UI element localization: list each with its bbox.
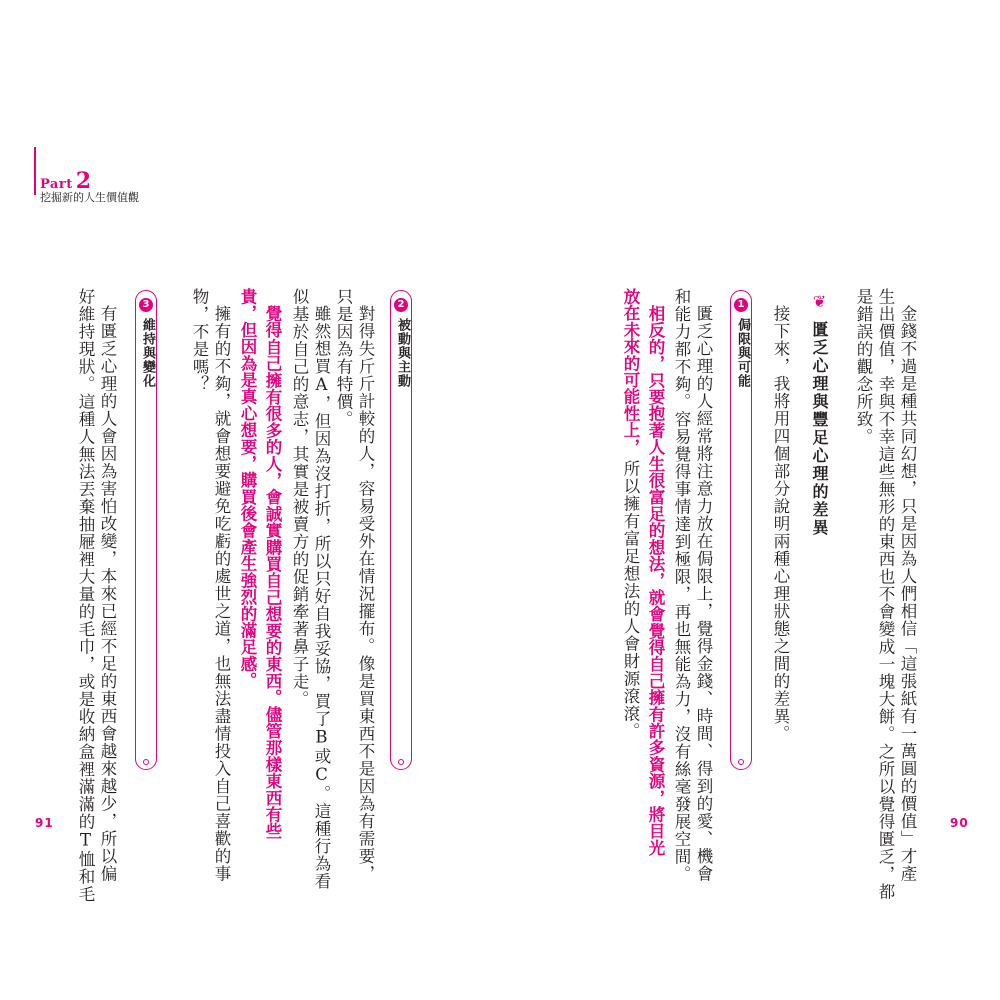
sub2-line-2: 只是因為有特價。 xyxy=(334,288,353,428)
subsection-2-number: 2 xyxy=(394,298,408,312)
sub1-emphasis-2: 放在未來的可能性上， xyxy=(621,288,640,455)
sub2-line-1: 對得失斤斤計較的人，容易受外在情況擺布。像是買東西不是因為有需要， xyxy=(356,305,375,883)
subsection-3-title: 維持與變化 xyxy=(140,318,155,388)
sub2-after-2: 物，不是嗎？ xyxy=(190,288,209,393)
page-number-left: 91 xyxy=(35,816,54,830)
section-intro: 接下來，我將用四個部分說明兩種心理狀態之間的差異。 xyxy=(771,305,790,743)
part-word: Part xyxy=(40,177,73,192)
section-heading xyxy=(808,292,831,537)
sub1-line-1: 匱乏心理的人經常將注意力放在侷限上，覺得金錢、時間、得到的愛、機會 xyxy=(694,305,713,883)
sub3-line-1: 有匱乏心理的人會因為害怕改變，本來已經不足的東西會越來越少，所以偏 xyxy=(98,305,117,883)
sub2-emphasis-1: 覺得自己擁有很多的人，會誠實購買自己想要的東西。儘管那樣東西有些 xyxy=(263,305,282,840)
subsection-3-number: 3 xyxy=(139,298,153,312)
part-subtitle: 挖掘新的人生價值觀 xyxy=(40,191,139,204)
pill-end-icon xyxy=(143,759,149,765)
intro-line-2: 生出價值，幸與不幸這些無形的東西也不會變成一塊大餅。之所以覺得匱乏，都 xyxy=(876,288,895,901)
subsection-2-title: 被動與主動 xyxy=(395,318,410,388)
sub2-line-4: 似基於自己的意志，其實是被賣方的促銷牽著鼻子走。 xyxy=(290,288,309,708)
subsection-3-tab xyxy=(135,290,157,770)
sub3-line-2: 好維持現狀。這種人無法丟棄抽屜裡大量的毛巾，或是收納盒裡滿滿的T恤和毛 xyxy=(76,288,95,903)
intro-line-3: 是錯誤的觀念所致。 xyxy=(854,288,873,446)
sub2-emphasis-2: 貴，但因為是真心想要，購買後會產生強烈的滿足感。 xyxy=(238,288,257,689)
intro-line-1: 金錢不過是種共同幻想，只是因為人們相信「這張紙有一萬圓的價值」才產 xyxy=(898,305,917,883)
ornament-icon: ❦ xyxy=(810,292,829,313)
sub1-emphasis-1: 相反的，只要抱著人生很富足的想法，就會覺得自己擁有許多資源，將目光 xyxy=(646,305,665,857)
section-heading-text: 匱乏心理與豐足心理的差異 xyxy=(810,321,829,537)
part-number: 2 xyxy=(75,168,92,194)
subsection-1-number: 1 xyxy=(734,298,748,312)
sub1-line-2: 和能力都不夠。容易覺得事情達到極限，再也無能為力，沒有絲毫發展空間。 xyxy=(672,288,691,883)
part-rule-divider xyxy=(34,147,36,195)
page-number-right: 90 xyxy=(950,816,969,830)
subsection-2-tab xyxy=(390,290,412,770)
subsection-1-tab xyxy=(730,290,752,770)
pill-end-icon xyxy=(738,759,744,765)
sub2-after-1: 擁有的不夠，就會想要避免吃虧的處世之道，也無法盡情投入自己喜歡的事 xyxy=(212,305,231,883)
sub1-emphasis-tail: 所以擁有富足想法的人會財源滾滾。 xyxy=(621,460,640,740)
pill-end-icon xyxy=(398,759,404,765)
sub2-line-3: 雖然想買A，但因為沒打折，所以只好自我妥協，買了B或C。這種行為看 xyxy=(312,305,331,890)
subsection-1-title: 侷限與可能 xyxy=(735,318,750,388)
